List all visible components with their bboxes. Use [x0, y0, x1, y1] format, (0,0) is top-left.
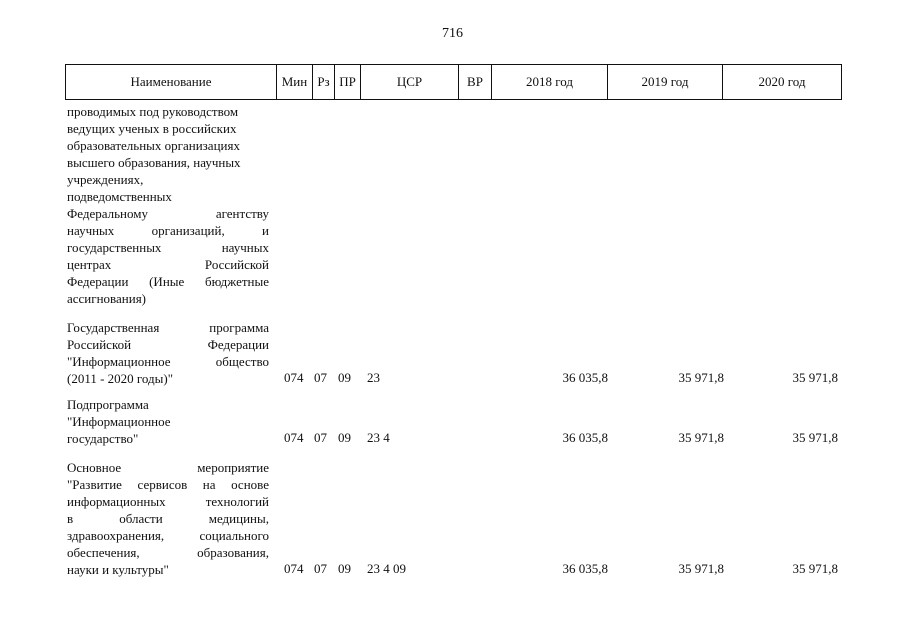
cell-rz: 07 [314, 430, 327, 445]
name-line: "Развитие сервисов на основе [67, 477, 269, 492]
row-name [67, 103, 269, 307]
page-number: 716 [442, 26, 463, 41]
name-line: в области медицины, [67, 511, 269, 526]
name-line: Основное мероприятие [67, 460, 269, 475]
cell-2020: 35 971,8 [792, 561, 838, 576]
row-name [67, 396, 269, 447]
header-2019: 2019 год [608, 65, 723, 99]
name-line: государство" [67, 431, 139, 446]
cell-pr: 09 [338, 370, 351, 385]
name-line: Подпрограмма [67, 397, 149, 412]
name-line: (2011 - 2020 годы)" [67, 371, 174, 386]
header-pr: ПР [335, 65, 361, 99]
cell-csr: 23 [367, 370, 380, 385]
name-line: "Информационное общество [67, 354, 269, 369]
header-min: Мин [277, 65, 313, 99]
cell-2018: 36 035,8 [562, 430, 608, 445]
name-line: учреждениях, [67, 172, 144, 187]
name-line: проводимых под руководством [67, 104, 239, 119]
cell-2019: 35 971,8 [678, 430, 724, 445]
name-line: здравоохранения, социального [67, 528, 269, 543]
header-2020: 2020 год [758, 74, 806, 89]
header-rz: Рз [313, 65, 335, 99]
name-line: информационных технологий [67, 494, 269, 509]
name-line: высшего образования, научных [67, 155, 241, 170]
header-vr: ВР [459, 65, 492, 99]
name-line: ассигнования) [67, 291, 147, 306]
row-name [67, 459, 269, 578]
header-2018: 2018 год [492, 65, 608, 99]
name-line: научных организаций, и [67, 223, 269, 238]
cell-2020: 35 971,8 [792, 370, 838, 385]
name-line: ведущих ученых в российских [67, 121, 237, 136]
name-line: Федерации (Иные бюджетные [67, 274, 269, 289]
cell-2019: 35 971,8 [678, 561, 724, 576]
cell-2020: 35 971,8 [792, 430, 838, 445]
cell-pr: 09 [338, 561, 351, 576]
cell-rz: 07 [314, 370, 327, 385]
name-line: подведомственных [67, 189, 172, 204]
cell-pr: 09 [338, 430, 351, 445]
name-line: Федеральному агентству [67, 206, 269, 221]
cell-2018: 36 035,8 [562, 370, 608, 385]
cell-2019: 35 971,8 [678, 370, 724, 385]
header-csr: ЦСР [361, 65, 459, 99]
name-line: центрах Российской [67, 257, 269, 272]
name-line: государственных научных [67, 240, 269, 255]
name-line: образовательных организациях [67, 138, 240, 153]
name-line: обеспечения, образования, [67, 545, 269, 560]
name-line: науки и культуры" [67, 562, 169, 577]
cell-min: 074 [284, 430, 304, 445]
cell-2018: 36 035,8 [562, 561, 608, 576]
name-line: "Информационное [67, 414, 171, 429]
name-line: Российской Федерации [67, 337, 269, 352]
cell-rz: 07 [314, 561, 327, 576]
row-name [67, 319, 269, 387]
table-header [65, 64, 842, 100]
cell-csr: 23 4 [367, 430, 390, 445]
header-name: Наименование [66, 65, 277, 99]
cell-min: 074 [284, 561, 304, 576]
name-line: Государственная программа [67, 320, 269, 335]
cell-min: 074 [284, 370, 304, 385]
cell-csr: 23 4 09 [367, 561, 406, 576]
